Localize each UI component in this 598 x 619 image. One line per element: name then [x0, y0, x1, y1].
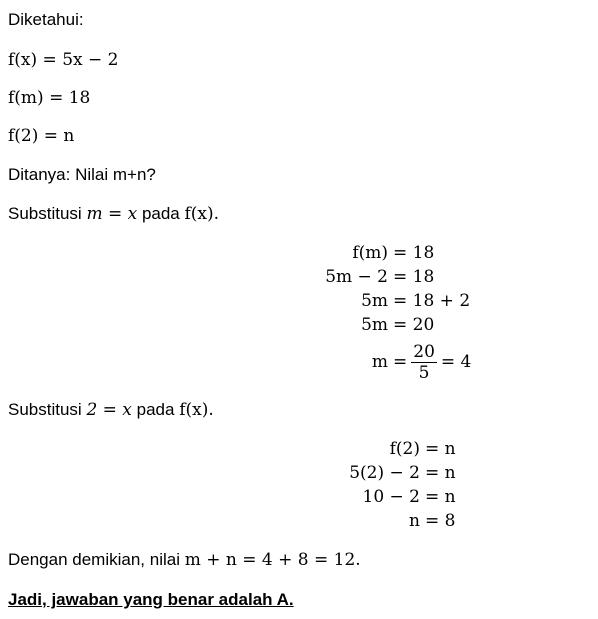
- given-equation-fm: f(m) = 18: [8, 88, 91, 108]
- step2-row-rhs: = n: [425, 439, 456, 459]
- step2-intro-expr: 2 = x: [86, 400, 132, 420]
- fraction-result: = 4: [440, 352, 472, 372]
- given-equation-f2: f(2) = n: [8, 126, 75, 146]
- step1-row-rhs: = 18: [393, 243, 435, 263]
- step1-intro-expr: m = x: [86, 204, 138, 224]
- conclusion-text: Dengan demikian, nilai: [8, 550, 180, 569]
- step2-row: [0, 461, 598, 485]
- step1-row-lhs: 5m: [361, 315, 388, 335]
- asked-text: Ditanya: Nilai m+n?: [8, 165, 156, 184]
- fraction-numerator: 20: [413, 341, 435, 362]
- step2-row-lhs: f(2): [389, 439, 420, 459]
- conclusion: [8, 549, 361, 571]
- step2-row: [0, 485, 598, 509]
- step1-intro-func: f(x).: [184, 204, 220, 224]
- step1-row-rhs: = 20: [393, 315, 435, 335]
- step1-row-lhs: 5m: [361, 291, 388, 311]
- given-heading: Diketahui:: [8, 10, 84, 29]
- step2-row-lhs: 10 − 2: [362, 487, 420, 507]
- step2-row-rhs: = n: [425, 487, 456, 507]
- final-answer: Jadi, jawaban yang benar adalah A.: [8, 590, 294, 609]
- step2-row-lhs: 5(2) − 2: [349, 463, 420, 483]
- step2-row: [0, 509, 598, 533]
- conclusion-expr: m + n = 4 + 8 = 12.: [184, 550, 361, 570]
- step2-row-rhs: = 8: [425, 511, 456, 531]
- step1-intro-a: Substitusi: [8, 204, 82, 223]
- step2-row-rhs: = n: [425, 463, 456, 483]
- step1-row-rhs: = 18: [393, 267, 435, 287]
- step1-row-lhs: f(m): [352, 243, 388, 263]
- step2-intro-func: f(x).: [179, 400, 214, 420]
- step2-row: [0, 437, 598, 461]
- fraction-denominator: 5: [418, 362, 430, 383]
- step2-intro-a: Substitusi: [8, 400, 82, 419]
- step2-row-lhs: n: [409, 511, 420, 531]
- step1-row-lhs: 5m − 2: [325, 267, 388, 287]
- step1-row-lhs: m: [371, 352, 388, 372]
- step1-row-rhs: = 18 + 2: [393, 291, 471, 311]
- step1-intro-b: pada: [141, 204, 180, 223]
- given-equation-fx: f(x) = 5x − 2: [8, 50, 119, 70]
- step2-intro-b: pada: [136, 400, 175, 419]
- equals-sign: =: [393, 352, 408, 372]
